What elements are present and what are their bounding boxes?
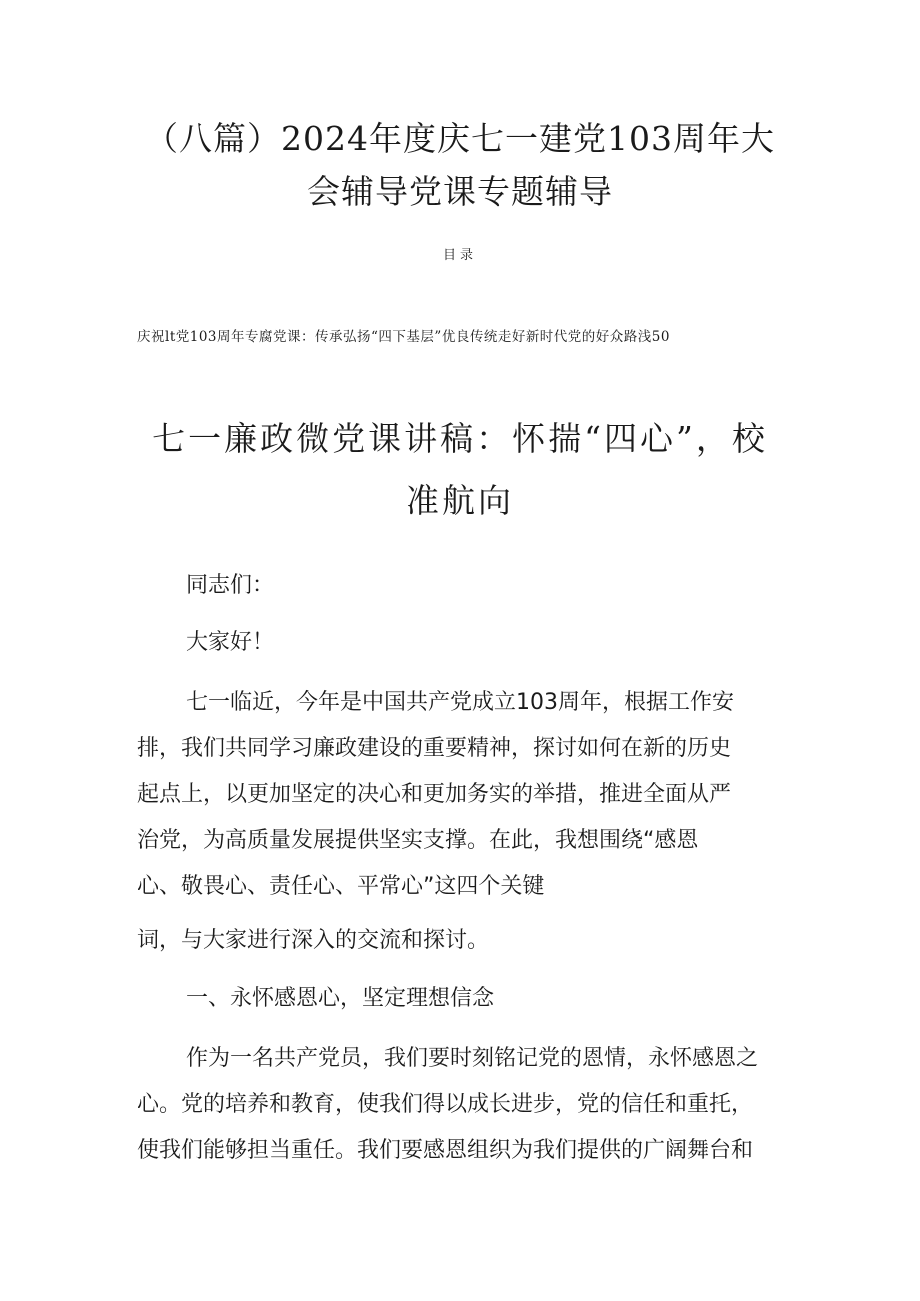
document-title xyxy=(100,112,820,218)
paragraph-1-line: 七一临近，今年是中国共产党成立103周年，根据工作安 xyxy=(186,690,734,715)
paragraph-1 xyxy=(137,680,797,910)
paragraph-1-line: 排，我们共同学习廉政建设的重要精神，探讨如何在新的历史 xyxy=(137,736,732,761)
hello: 大家好！ xyxy=(186,630,275,655)
paragraph-1-line: 治党，为高质量发展提供坚实支撑。在此，我想围绕“感恩 xyxy=(137,828,699,853)
document-title-line-1: （八篇）2024年度庆七一建党103周年大 xyxy=(145,119,775,158)
toc-entry[interactable]: 庆祝lt党103周年专腐党课：传承弘扬“四下基层”优良传统走好新时代党的好众路浅50 xyxy=(137,329,670,345)
paragraph-3-line: 使我们能够担当重任。我们要感恩组织为我们提供的广阔舞台和 xyxy=(137,1138,754,1163)
greeting: 同志们： xyxy=(186,573,275,598)
section-title-line-2: 准航向 xyxy=(406,481,514,520)
toc-heading: 目录 xyxy=(442,248,477,263)
paragraph-2: 词，与大家进行深入的交流和探讨。 xyxy=(137,928,490,953)
paragraph-1-line: 起点上，以更加坚定的决心和更加务实的举措，推进全面从严 xyxy=(137,782,732,807)
document-title-line-2: 会辅导党课专题辅导 xyxy=(307,172,613,211)
paragraph-3-line: 作为一名共产党员，我们要时刻铭记党的恩情，永怀感恩之 xyxy=(186,1046,759,1071)
subheading-1: 一、永怀感恩心，坚定理想信念 xyxy=(186,986,495,1011)
paragraph-1-line: 心、敬畏心、责任心、平常心”这四个关键 xyxy=(137,874,545,899)
section-title xyxy=(120,408,800,532)
section-title-line-1: 七一廉政微党课讲稿：怀揣“四心”，校 xyxy=(152,419,768,458)
paragraph-3 xyxy=(137,1036,797,1174)
paragraph-3-line: 心。党的培养和教育，使我们得以成长进步，党的信任和重托， xyxy=(137,1092,754,1117)
